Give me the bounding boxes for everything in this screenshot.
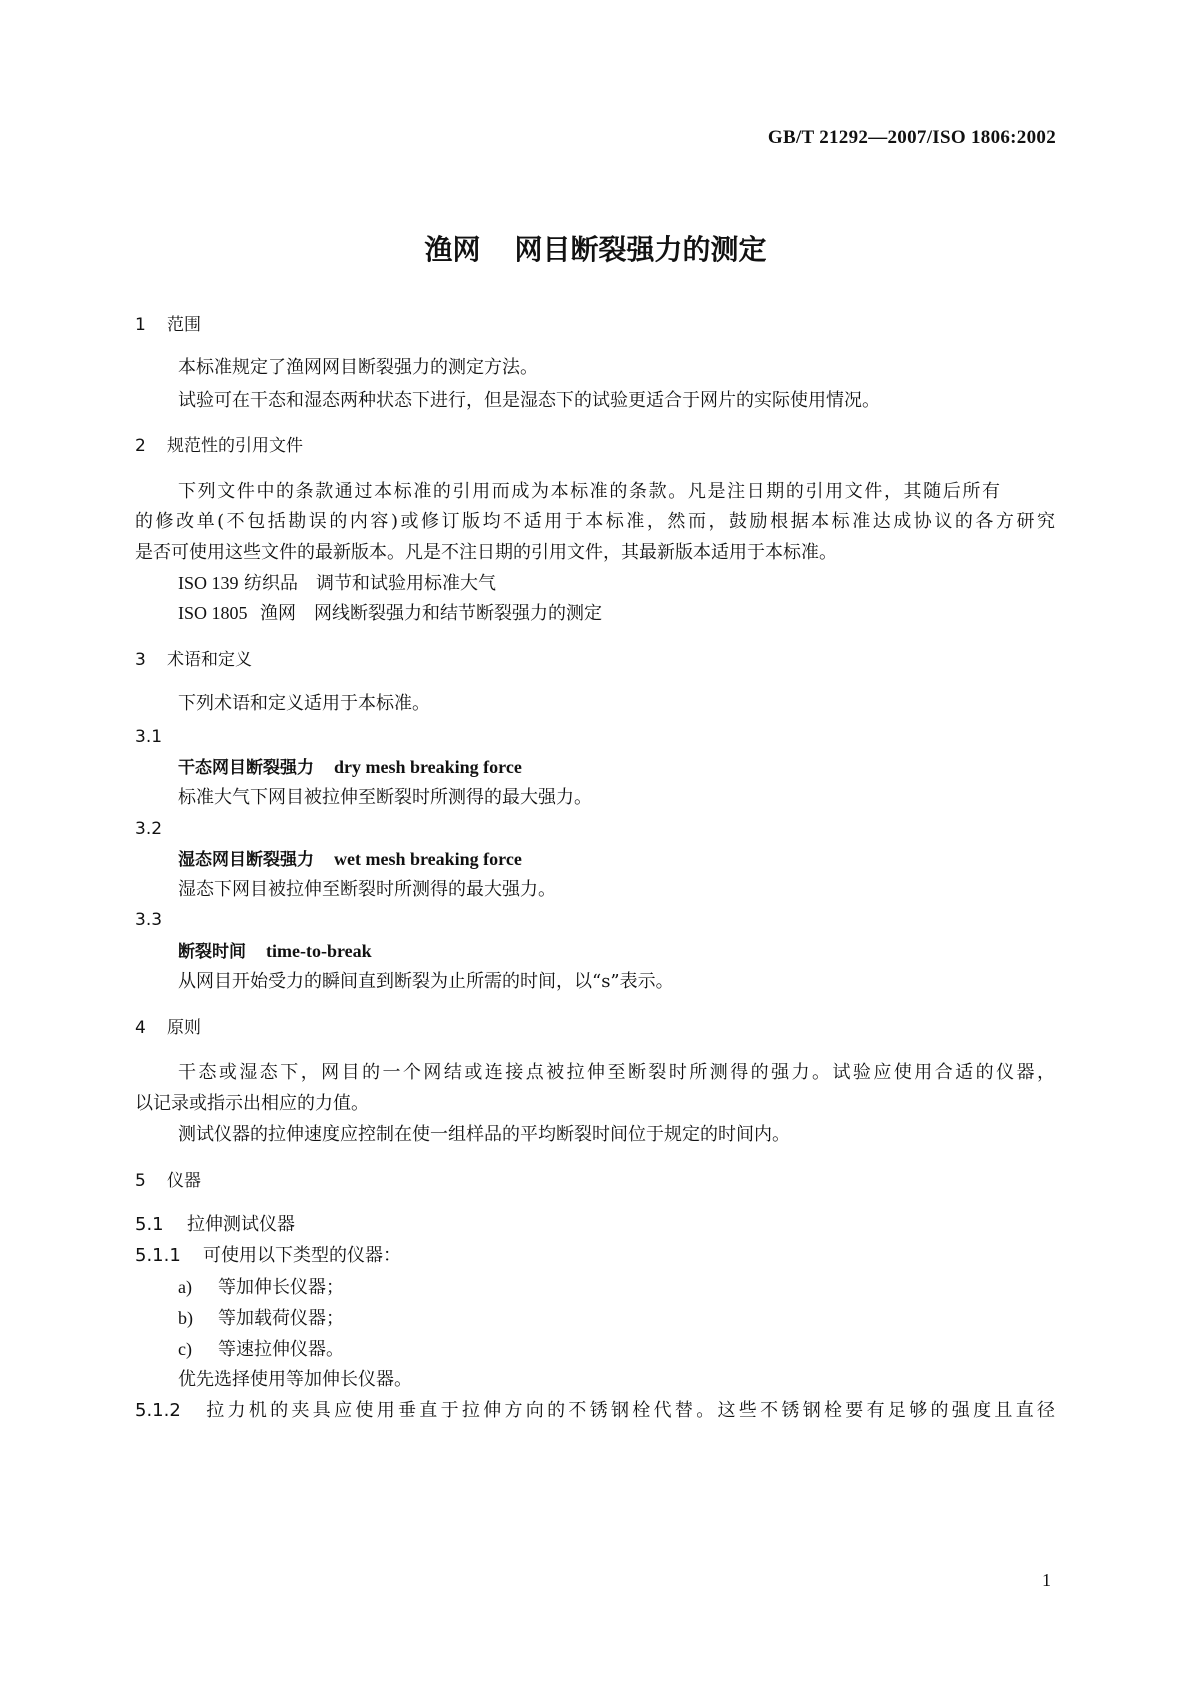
- section-4-para-2: 测试仪器的拉伸速度应控制在使一组样品的平均断裂时间位于规定的时间内。: [178, 1124, 790, 1145]
- page-number: 1: [1042, 1570, 1051, 1590]
- section-4-heading: 4 原则: [135, 1018, 201, 1038]
- term-3-1-definition: 标准大气下网目被拉伸至断裂时所测得的最大强力。: [178, 787, 592, 808]
- list-item-a: a) 等加伸长仪器；: [178, 1277, 344, 1298]
- subsection-5-1: 5.1 拉伸测试仪器: [135, 1214, 295, 1235]
- section-3-para-1: 下列术语和定义适用于本标准。: [178, 693, 430, 714]
- section-2-para-line-2: 的修改单(不包括勘误的内容)或修订版均不适用于本标准，然而，鼓励根据本标准达成协议的各方研究: [135, 511, 1055, 532]
- section-4-para-line-2: 以记录或指示出相应的力值。: [135, 1093, 369, 1114]
- subsection-5-1-2: 5.1.2 拉力机的夹具应使用垂直于拉伸方向的不锈钢栓代替。这些不锈钢栓要有足够的强度且直径: [135, 1400, 1055, 1421]
- section-2-para-line-3: 是否可使用这些文件的最新版本。凡是不注日期的引用文件，其最新版本适用于本标准。: [135, 542, 837, 563]
- term-3-2-number: 3.2: [135, 819, 163, 839]
- standard-number: GB/T 21292—2007/ISO 1806:2002: [767, 127, 1056, 148]
- list-item-b: b) 等加载荷仪器；: [178, 1308, 344, 1329]
- title-part-1: 渔网: [424, 233, 481, 266]
- section-5-heading: 5 仪器: [135, 1171, 201, 1191]
- term-3-1-number: 3.1: [135, 727, 163, 747]
- reference-iso-139: ISO 139 纺织品 调节和试验用标准大气: [178, 573, 496, 594]
- title-part-2: 网目断裂强力的测定: [514, 233, 767, 266]
- section-1-heading: 1 范围: [135, 315, 201, 335]
- section-1-para-1: 本标准规定了渔网网目断裂强力的测定方法。: [178, 357, 538, 378]
- section-3-heading: 3 术语和定义: [135, 650, 252, 670]
- term-3-3: 断裂时间 time-to-break: [178, 941, 372, 962]
- subsection-5-1-1: 5.1.1 可使用以下类型的仪器：: [135, 1245, 401, 1266]
- section-2-para-line-1: 下列文件中的条款通过本标准的引用而成为本标准的条款。凡是注日期的引用文件，其随后所有: [178, 481, 1000, 502]
- document-title: [0, 228, 1191, 268]
- section-4-para-line-1: 干态或湿态下，网目的一个网结或连接点被拉伸至断裂时所测得的强力。试验应使用合适的仪器，: [178, 1062, 1055, 1083]
- term-3-3-number: 3.3: [135, 910, 163, 930]
- reference-iso-1805: ISO 1805 渔网 网线断裂强力和结节断裂强力的测定: [178, 603, 602, 624]
- section-2-heading: 2 规范性的引用文件: [135, 436, 303, 456]
- list-item-c: c) 等速拉伸仪器。: [178, 1339, 344, 1360]
- term-3-1: 干态网目断裂强力 dry mesh breaking force: [178, 757, 522, 778]
- section-1-para-2: 试验可在干态和湿态两种状态下进行，但是湿态下的试验更适合于网片的实际使用情况。: [178, 390, 880, 411]
- preference-note: 优先选择使用等加伸长仪器。: [178, 1369, 412, 1390]
- term-3-3-definition: 从网目开始受力的瞬间直到断裂为止所需的时间，以“s”表示。: [178, 971, 674, 992]
- term-3-2-definition: 湿态下网目被拉伸至断裂时所测得的最大强力。: [178, 879, 556, 900]
- term-3-2: 湿态网目断裂强力 wet mesh breaking force: [178, 849, 522, 870]
